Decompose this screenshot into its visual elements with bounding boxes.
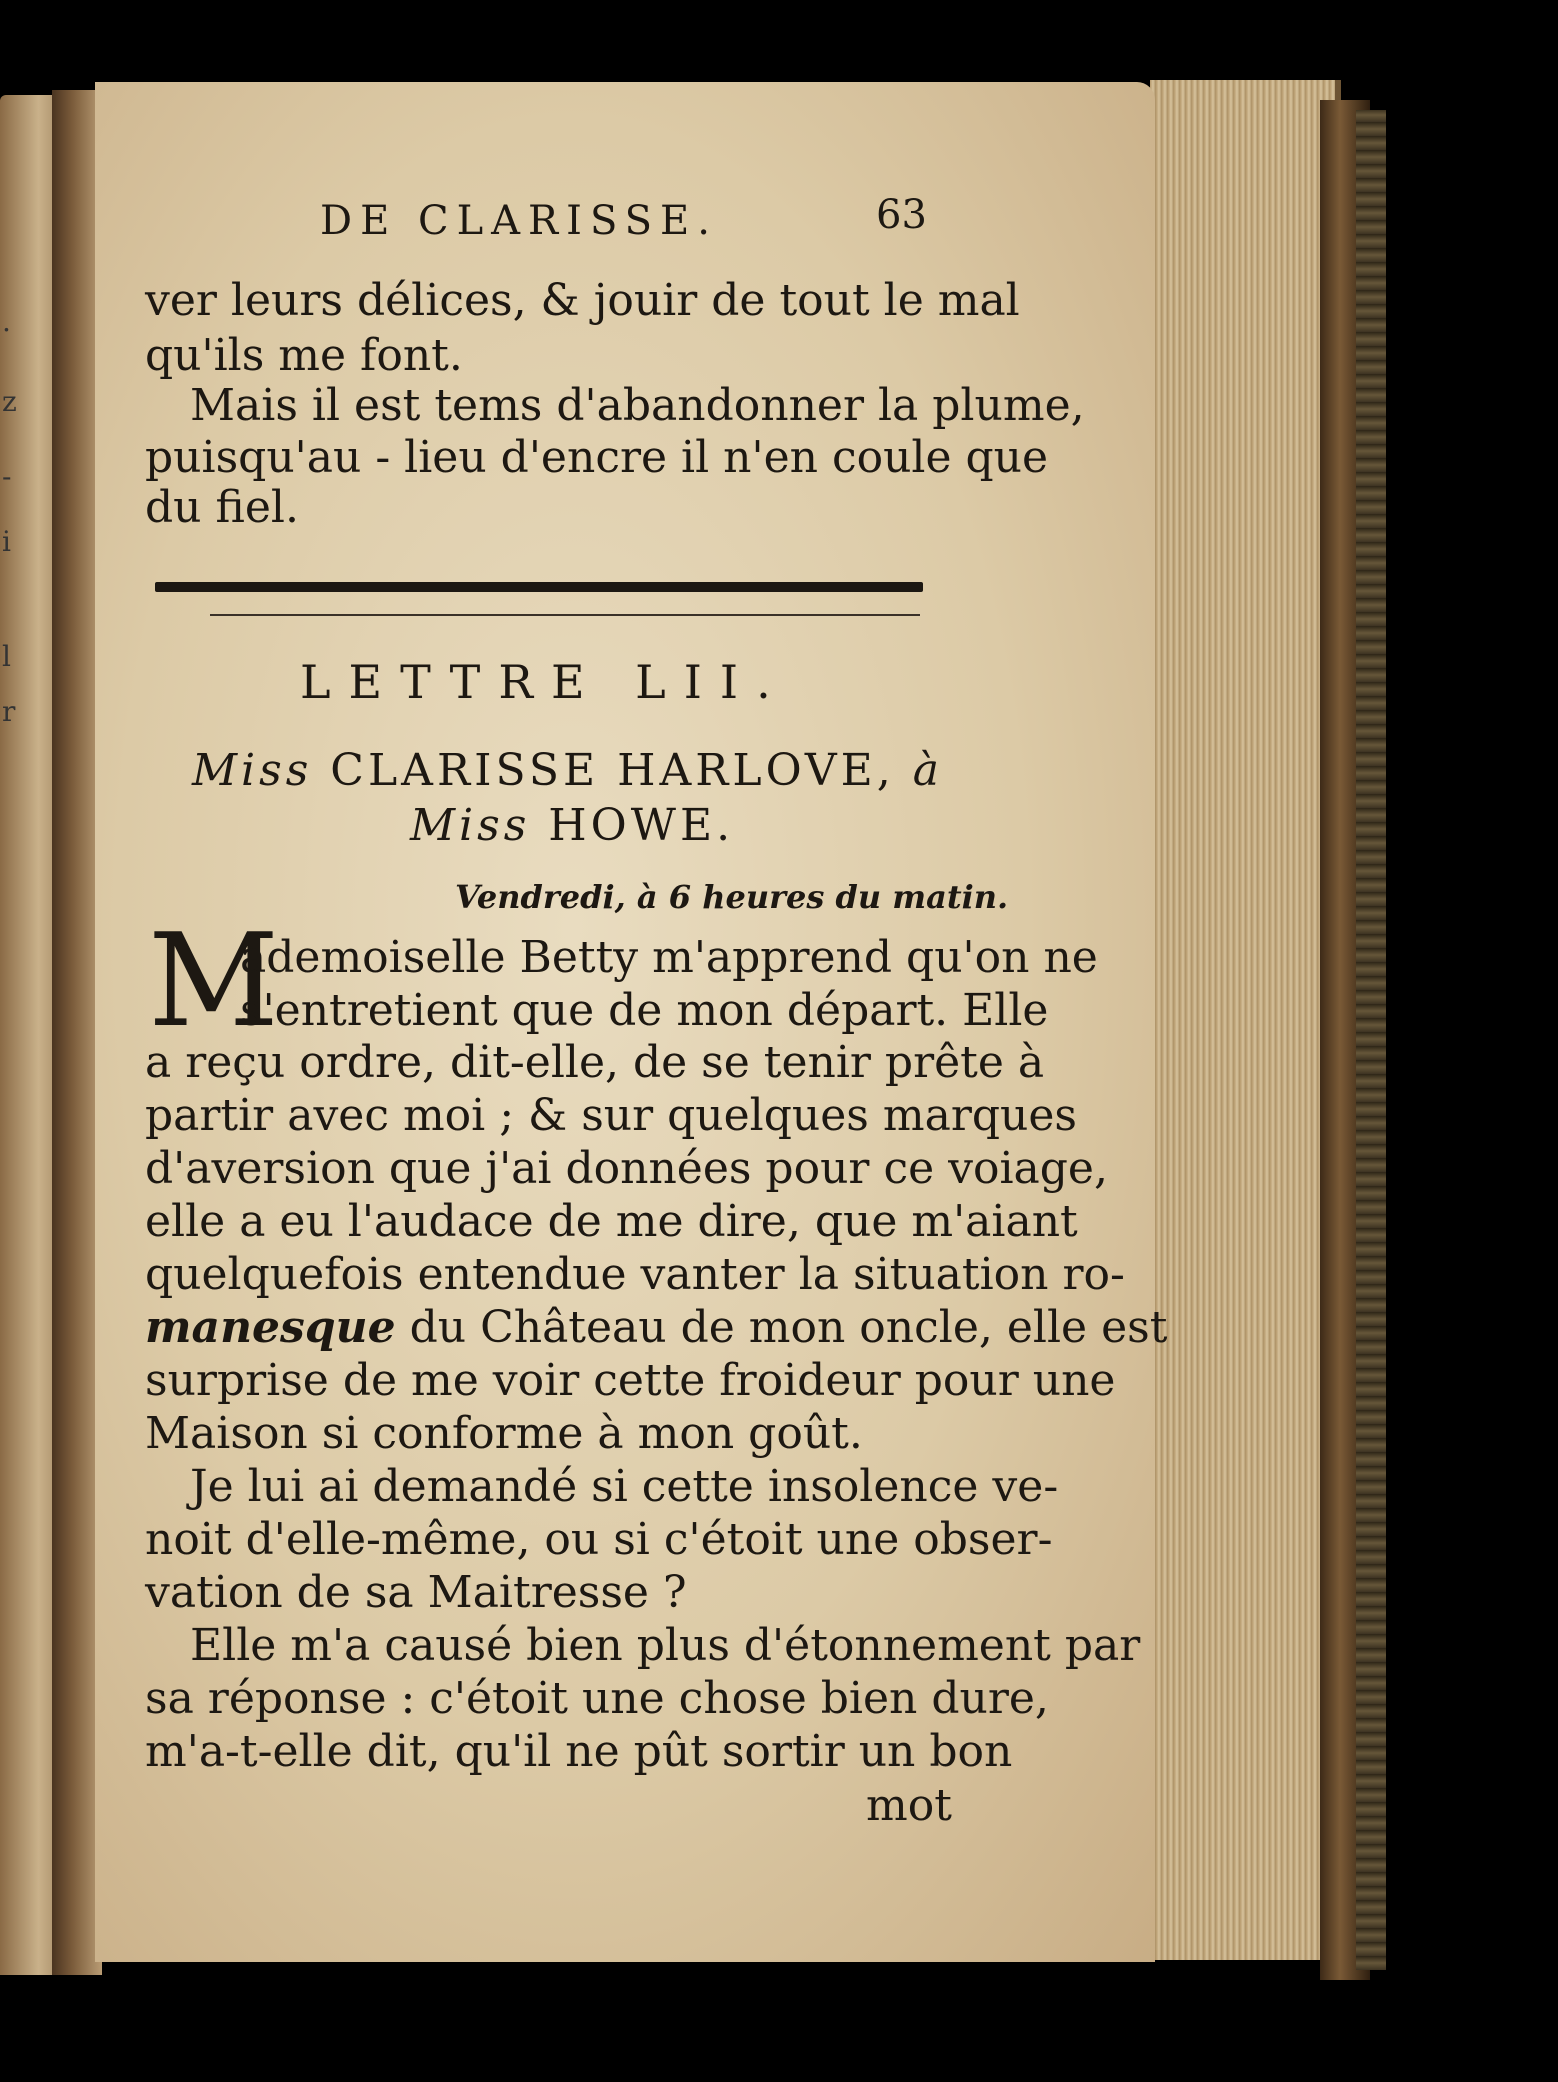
text-line: Maison si conforme à mon goût. <box>145 1408 863 1459</box>
text-line: s'entretient que de mon départ. Elle <box>240 985 1049 1036</box>
text-line: noit d'elle-même, ou si c'étoit une obser- <box>145 1514 1053 1565</box>
text-line: Je lui ai demandé si cette insolence ve- <box>190 1461 1059 1512</box>
text-line: quelquefois entendue vanter la situation ro- <box>145 1249 1125 1300</box>
catchword: mot <box>866 1780 952 1831</box>
text-line: qu'ils me font. <box>145 330 463 381</box>
line-rest: du Château de mon oncle, elle est <box>409 1302 1168 1353</box>
salutation-name: CLARISSE HARLOVE, <box>330 745 895 796</box>
section-rule-thick <box>155 582 923 592</box>
text-line: ver leurs délices, & jouir de tout le mal <box>145 275 1020 326</box>
salutation-line-2 <box>410 800 734 851</box>
text-line: puisqu'au - lieu d'encre il n'en coule que <box>145 432 1049 483</box>
text-line: elle a eu l'audace de me dire, que m'aiant <box>145 1196 1078 1247</box>
text-line: sa réponse : c'étoit une chose bien dure, <box>145 1673 1049 1724</box>
section-rule-thin <box>210 614 920 616</box>
text-line <box>145 1302 1167 1353</box>
left-page-char: z <box>2 385 17 418</box>
italic-word: manesque <box>145 1302 396 1353</box>
text-line: du fiel. <box>145 482 299 533</box>
left-page-char: r <box>2 695 16 728</box>
salutation-prefix: Miss <box>192 745 313 796</box>
left-page-char: i <box>2 525 11 558</box>
drop-cap: M <box>148 907 280 1056</box>
text-line: Mais il est tems d'abandonner la plume, <box>190 380 1085 431</box>
text-line: ademoiselle Betty m'apprend qu'on ne <box>240 932 1098 983</box>
dateline-day: Vendredi, <box>455 878 626 916</box>
text-line: a reçu ordre, dit-elle, de se tenir prête à <box>145 1037 1045 1088</box>
text-line: Elle m'a causé bien plus d'étonnement par <box>190 1620 1141 1671</box>
left-page-char: l <box>2 640 11 673</box>
left-page-char: - <box>2 460 12 493</box>
page-number: 63 <box>876 192 927 238</box>
salutation-name: HOWE. <box>548 800 735 851</box>
running-head: DE CLARISSE. <box>320 198 718 244</box>
text-line: surprise de me voir cette froideur pour une <box>145 1355 1116 1406</box>
text-line: vation de sa Maitresse ? <box>145 1567 687 1618</box>
text-line: partir avec moi ; & sur quelques marques <box>145 1090 1077 1141</box>
page-block-edges <box>1150 80 1341 1960</box>
dateline-time: à 6 heures du matin. <box>636 878 1009 916</box>
salutation-line-1 <box>192 745 943 796</box>
left-page-char: . <box>2 305 11 338</box>
text-line: d'aversion que j'ai données pour ce voiage, <box>145 1143 1108 1194</box>
salutation-suffix: à <box>912 745 943 796</box>
dateline <box>455 878 1008 916</box>
text-line: m'a-t-elle dit, qu'il ne pût sortir un bon <box>145 1726 1013 1777</box>
book-cover-marbled <box>1356 110 1386 1970</box>
salutation-prefix: Miss <box>410 800 531 851</box>
letter-title: LETTRE LII. <box>300 655 789 709</box>
